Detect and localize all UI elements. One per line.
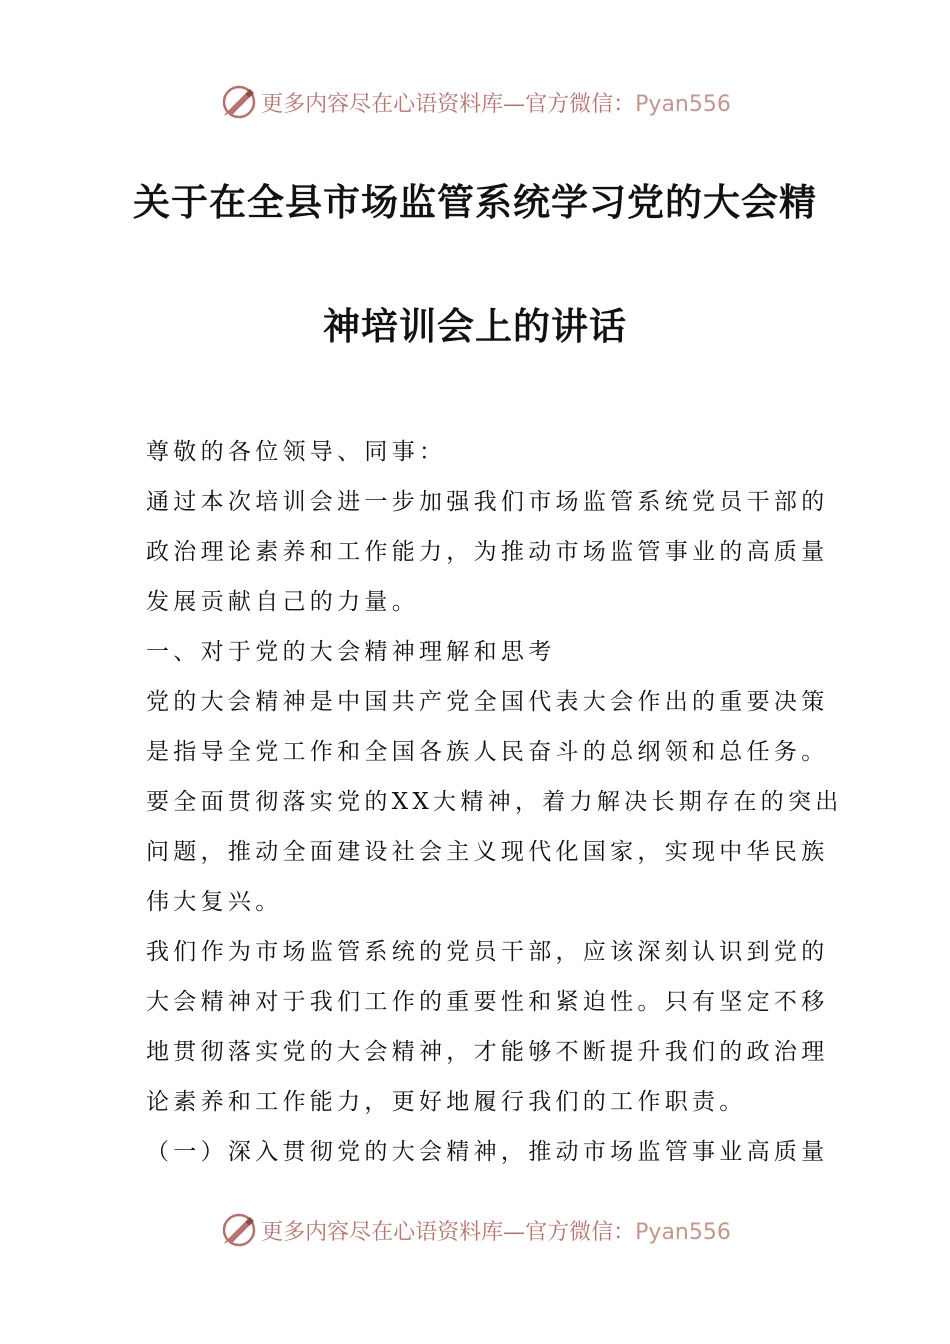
- watermark-dash: —: [503, 91, 526, 117]
- body-line: 政治理论素养和工作能力，为推动市场监管事业的高质量: [146, 539, 829, 565]
- body-line: 伟大复兴。: [146, 889, 283, 915]
- body-line: 发展贡献自己的力量。: [146, 589, 419, 615]
- body-line: 通过本次培训会进一步加强我们市场监管系统党员干部的: [146, 489, 829, 515]
- document-body: [146, 427, 843, 1177]
- watermark-dash: —: [503, 1219, 526, 1245]
- greeting-line: 尊敬的各位领导、同事：: [146, 439, 447, 465]
- body-line: 要全面贯彻落实党的XX大精神，着力解决长期存在的突出: [146, 789, 843, 815]
- watermark-text: [261, 1215, 731, 1246]
- watermark-wechat-label: 官方微信：: [525, 91, 636, 117]
- document-title-line-2: 神培训会上的讲话: [323, 305, 627, 348]
- watermark-main-text: 更多内容尽在心语资料库: [261, 91, 504, 117]
- body-line: 问题，推动全面建设社会主义现代化国家，实现中华民族: [146, 839, 829, 865]
- document-title-line-1: 关于在全县市场监管系统学习党的大会精: [133, 181, 817, 224]
- body-line: 论素养和工作能力，更好地履行我们的工作职责。: [146, 1089, 747, 1115]
- section-heading: 一、对于党的大会精神理解和思考: [146, 639, 556, 665]
- body-line: 大会精神对于我们工作的重要性和紧迫性。只有坚定不移: [146, 989, 829, 1015]
- body-line: 是指导全党工作和全国各族人民奋斗的总纲领和总任务。: [146, 739, 829, 765]
- watermark-wechat-label: 官方微信：: [525, 1219, 636, 1245]
- watermark-wechat-id: Pyan556: [635, 1219, 731, 1245]
- watermark-main-text: 更多内容尽在心语资料库: [261, 1219, 504, 1245]
- watermark-wechat-id: Pyan556: [635, 91, 731, 117]
- pen-circle-logo-icon: [219, 82, 259, 122]
- header-watermark: [0, 80, 950, 124]
- pen-circle-logo-icon: [219, 1210, 259, 1250]
- body-line: 地贯彻落实党的大会精神，才能够不断提升我们的政治理: [146, 1039, 829, 1065]
- body-line: 党的大会精神是中国共产党全国代表大会作出的重要决策: [146, 689, 829, 715]
- body-line: 我们作为市场监管系统的党员干部，应该深刻认识到党的: [146, 939, 829, 965]
- footer-watermark: [0, 1208, 950, 1252]
- watermark-text: [261, 87, 731, 118]
- subsection-heading: （一）深入贯彻党的大会精神，推动市场监管事业高质量: [146, 1139, 829, 1165]
